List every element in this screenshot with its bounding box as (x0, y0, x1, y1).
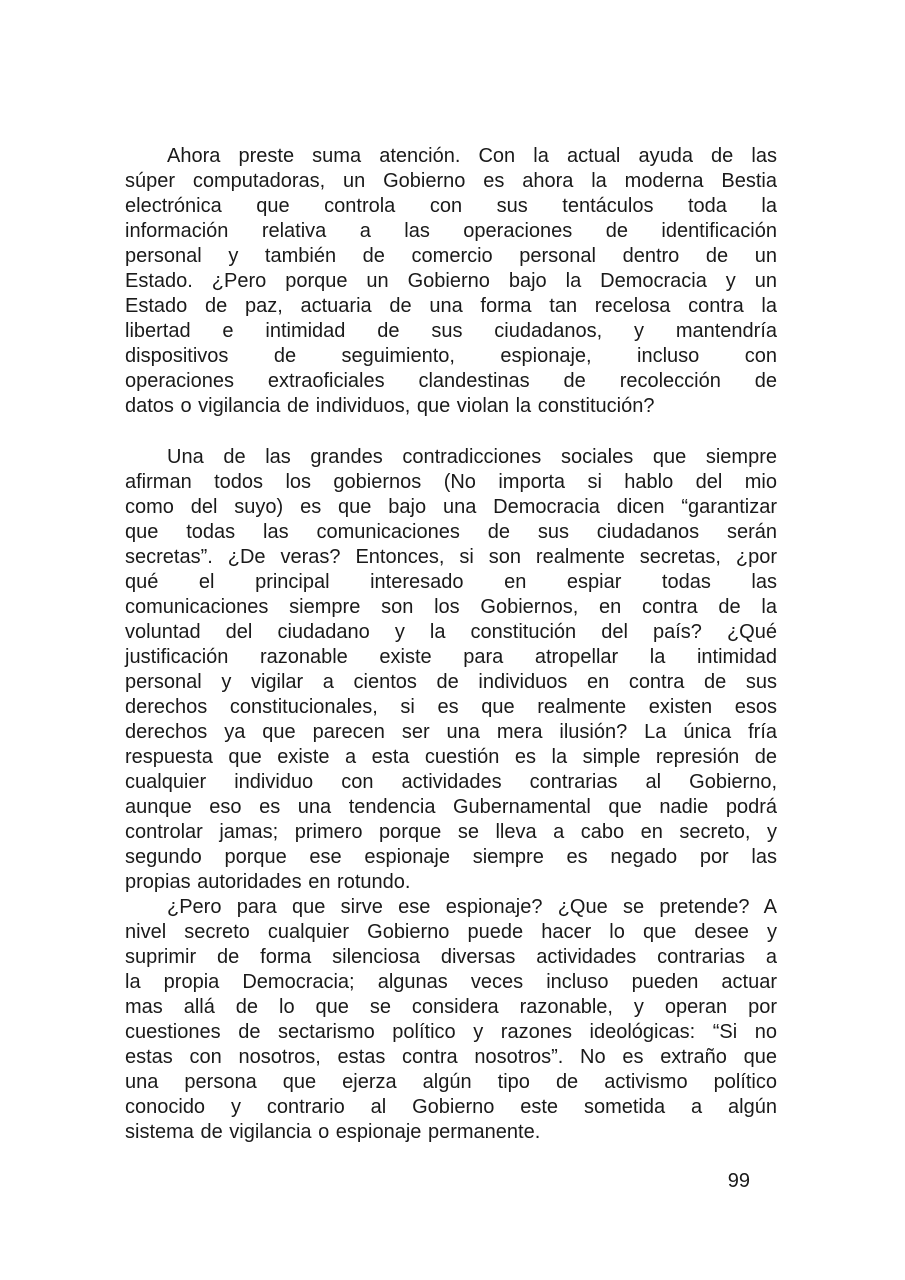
text-line: Ahora preste suma atención. Con la actual ayuda de las (167, 145, 777, 167)
text-line: mas allá de lo que se considera razonable, y operan por (125, 996, 777, 1018)
page-number: 99 (727, 1170, 750, 1192)
text-line: conocido y contrario al Gobierno este sometida a algún (125, 1096, 777, 1118)
paragraph-1 (125, 144, 777, 419)
text-line: voluntad del ciudadano y la constitución del país? ¿Qué (125, 621, 777, 643)
text-line: una persona que ejerza algún tipo de activismo político (125, 1071, 777, 1093)
paragraph-2 (125, 445, 777, 895)
body-text (125, 144, 777, 1145)
text-line: personal y vigilar a cientos de individuos en contra de sus (125, 671, 777, 693)
text-line: controlar jamas; primero porque se lleva a cabo en secreto, y (125, 821, 777, 843)
paragraph-3 (125, 895, 777, 1145)
text-line: la propia Democracia; algunas veces incluso pueden actuar (125, 971, 777, 993)
text-line: sistema de vigilancia o espionaje permanente. (125, 1121, 541, 1143)
text-line: justificación razonable existe para atropellar la intimidad (125, 646, 777, 668)
text-line: datos o vigilancia de individuos, que violan la constitución? (125, 395, 655, 417)
text-line: dispositivos de seguimiento, espionaje, incluso con (125, 345, 777, 367)
text-line: segundo porque ese espionaje siempre es negado por las (125, 846, 777, 868)
text-line: como del suyo) es que bajo una Democracia dicen “garantizar (125, 496, 777, 518)
text-line: qué el principal interesado en espiar todas las (125, 571, 777, 593)
text-line: afirman todos los gobiernos (No importa si hablo del mio (125, 471, 777, 493)
text-line: respuesta que existe a esta cuestión es la simple represión de (125, 746, 777, 768)
text-line: comunicaciones siempre son los Gobiernos, en contra de la (125, 596, 777, 618)
text-line: Una de las grandes contradicciones sociales que siempre (167, 446, 777, 468)
text-line: libertad e intimidad de sus ciudadanos, y mantendría (125, 320, 777, 342)
text-line: nivel secreto cualquier Gobierno puede hacer lo que desee y (125, 921, 777, 943)
text-line: aunque eso es una tendencia Gubernamental que nadie podrá (125, 796, 777, 818)
text-line: derechos constitucionales, si es que realmente existen esos (125, 696, 777, 718)
text-line: electrónica que controla con sus tentáculos toda la (125, 195, 777, 217)
text-line: derechos ya que parecen ser una mera ilusión? La única fría (125, 721, 777, 743)
text-line: cualquier individuo con actividades contrarias al Gobierno, (125, 771, 777, 793)
text-line: estas con nosotros, estas contra nosotros”. No es extraño que (125, 1046, 777, 1068)
text-line: personal y también de comercio personal dentro de un (125, 245, 777, 267)
text-line: cuestiones de sectarismo político y razones ideológicas: “Si no (125, 1021, 777, 1043)
text-line: suprimir de forma silenciosa diversas actividades contrarias a (125, 946, 777, 968)
text-line: operaciones extraoficiales clandestinas de recolección de (125, 370, 777, 392)
text-line: información relativa a las operaciones de identificación (125, 220, 777, 242)
text-line: Estado. ¿Pero porque un Gobierno bajo la Democracia y un (125, 270, 777, 292)
text-line: propias autoridades en rotundo. (125, 871, 411, 893)
text-line: súper computadoras, un Gobierno es ahora la moderna Bestia (125, 170, 777, 192)
text-line: secretas”. ¿De veras? Entonces, si son realmente secretas, ¿por (125, 546, 777, 568)
text-line: ¿Pero para que sirve ese espionaje? ¿Que se pretende? A (167, 896, 777, 918)
text-line: Estado de paz, actuaria de una forma tan recelosa contra la (125, 295, 777, 317)
text-line: que todas las comunicaciones de sus ciudadanos serán (125, 521, 777, 543)
